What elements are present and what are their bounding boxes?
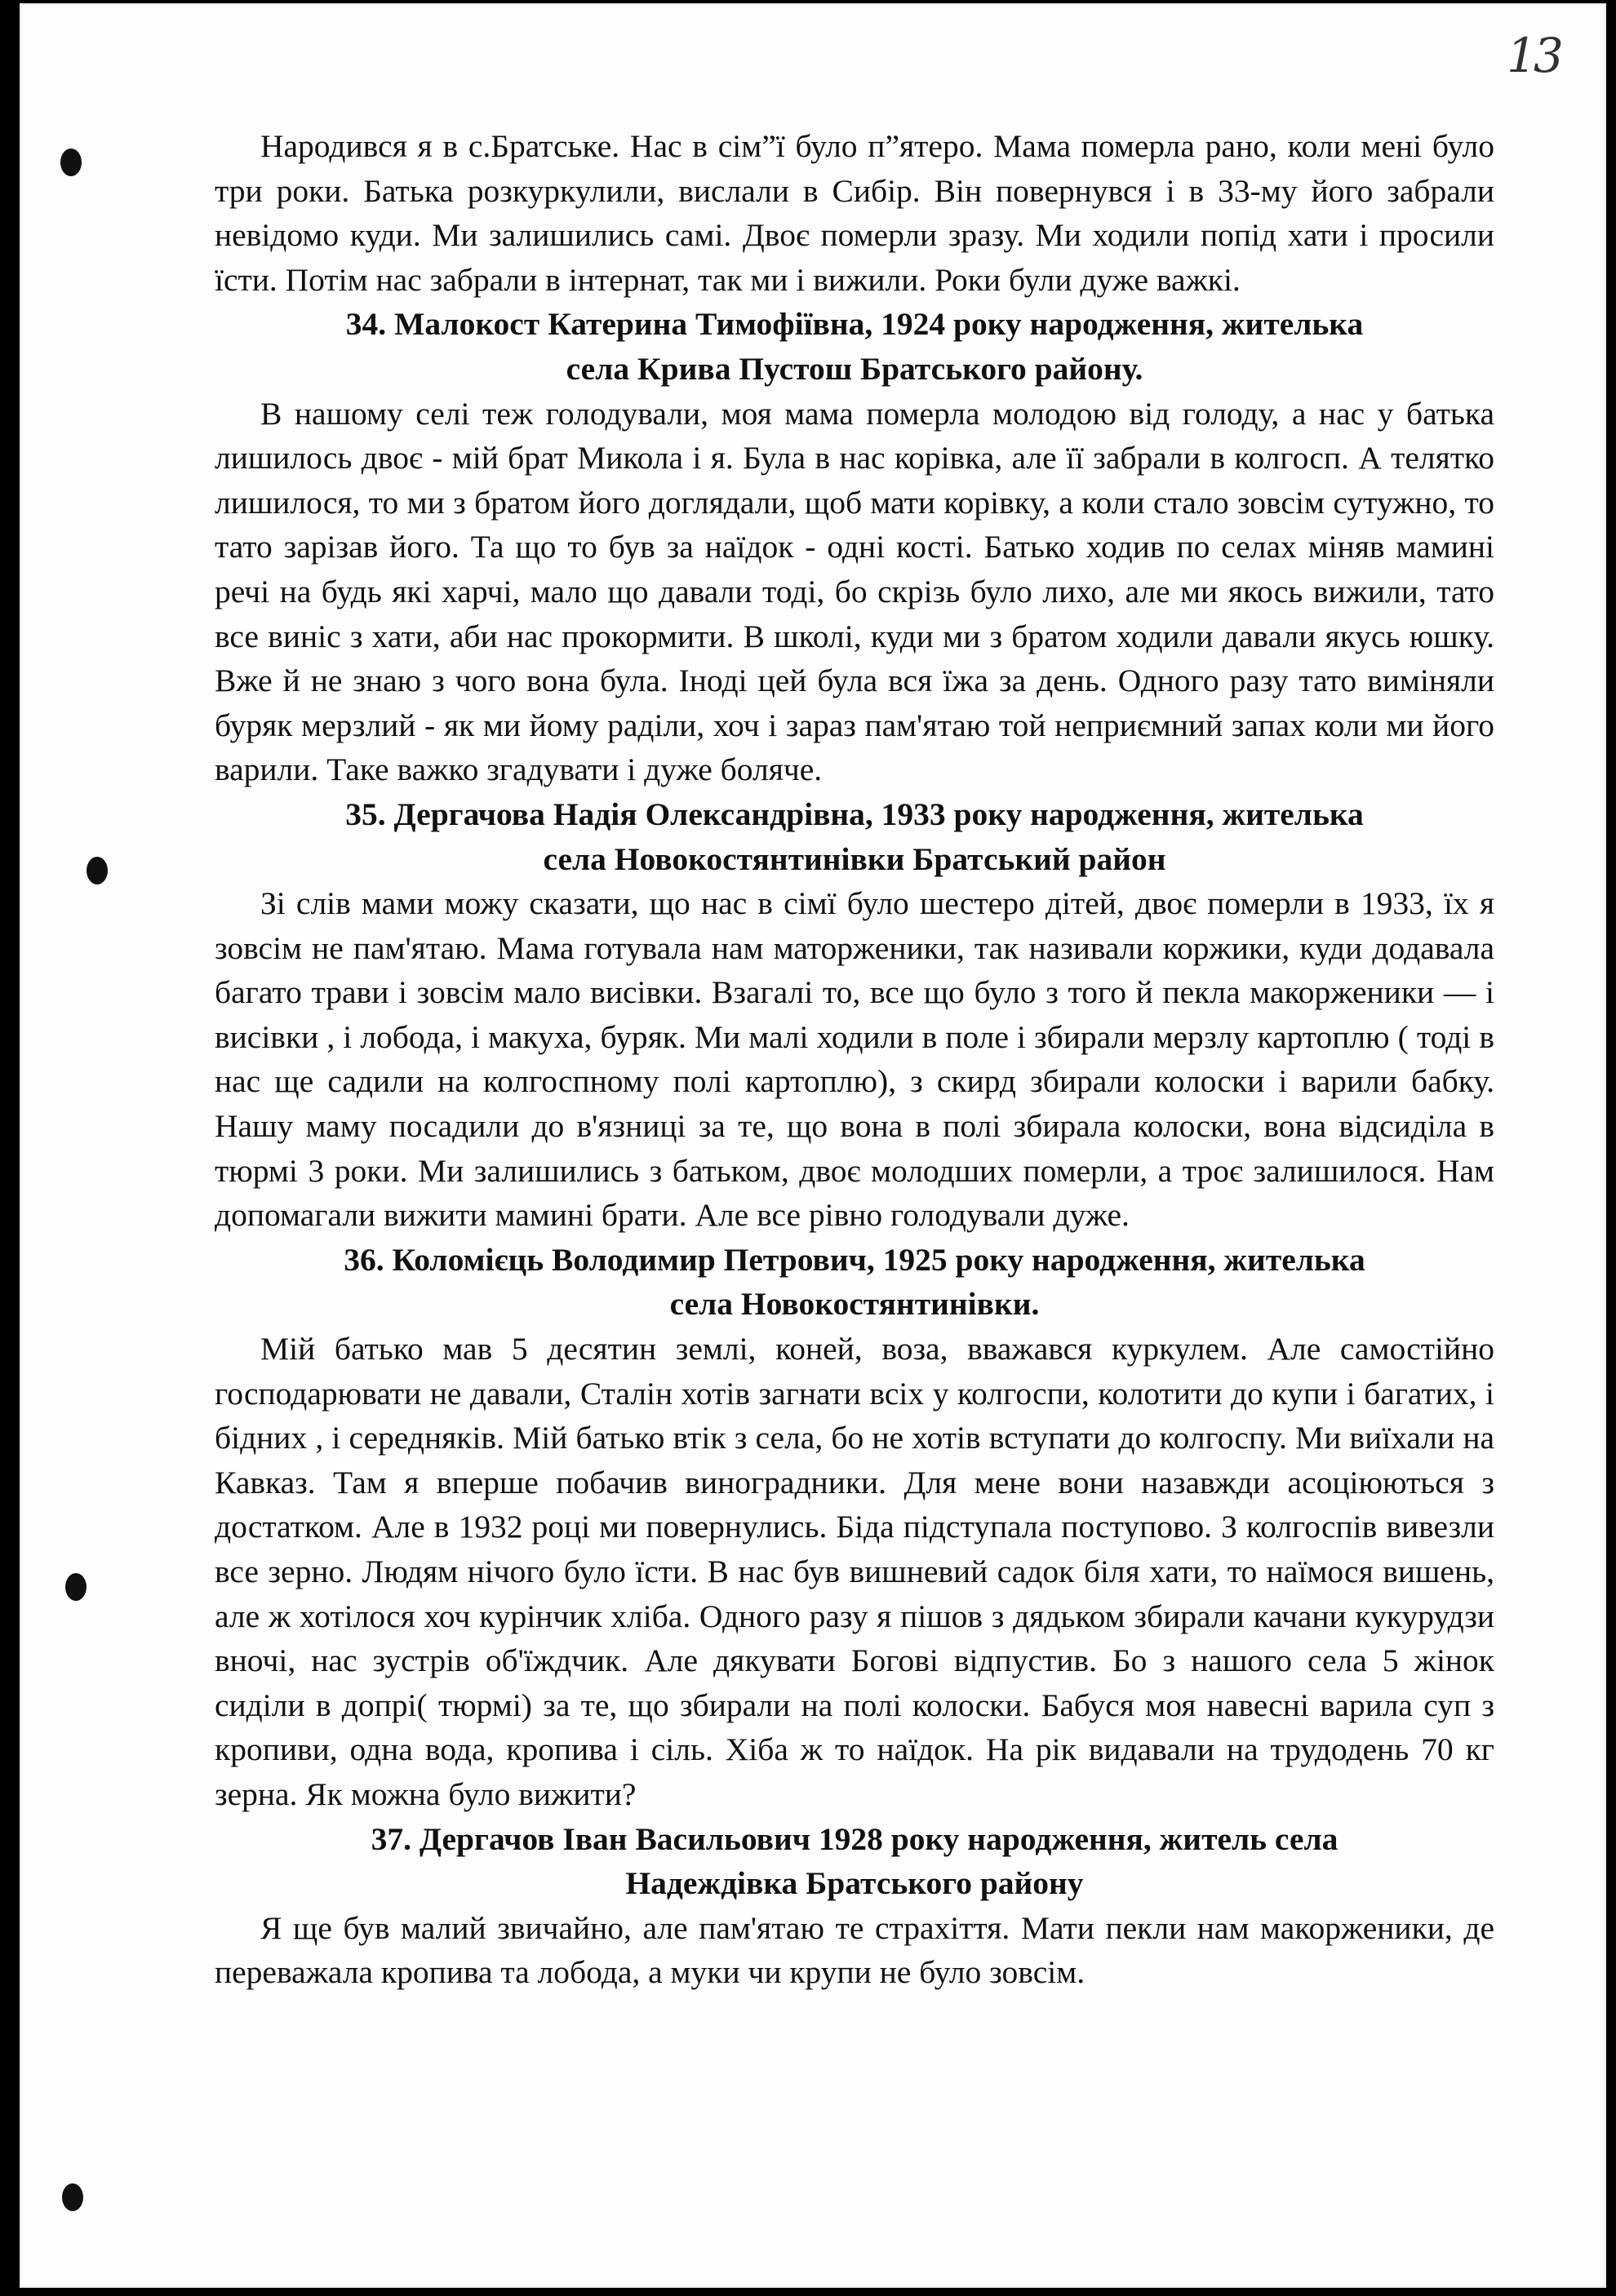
testimony-heading-36: 36. Коломієць Володимир Петрович, 1925 року народження, жителька села Новокостянтинівки. [344, 1241, 1365, 1323]
testimony-text-35: Зі слів мами можу сказати, що нас в сімї було шестеро дітей, двоє померли в 1933, їх я зовсім не пам'ятаю. Мама готувала нам маторженики, так називали коржики, куди додавала багато трави і зовсім мало висівки. Взагалі то, все що було з того й пекла макорженики — і висівки , і лобода, і макуха, буряк. Ми малі ходили в поле і збирали мерзлу картоплю ( тоді в нас ще садили на колгоспному полі картоплю), з скирд збирали колоски і варили бабку. Нашу маму посадили до в'язниці за те, що вона в полі збирала колоски, вона відсиділа в тюрмі 3 роки. Ми залишились з батьком, двоє молодших померли, а троє залишилося. Нам допомагали вижити мамині брати. Але все рівно голодували дуже. [215, 885, 1494, 1234]
testimony-heading-37: 37. Дергачов Іван Васильович 1928 року народження, житель села Надеждівка Братського району [371, 1820, 1339, 1902]
punch-hole [62, 2183, 83, 2211]
intro-paragraph: Народився я в с.Братське. Нас в сім”ї було п”ятеро. Мама померла рано, коли мені було три роки. Батька розкуркулили, вислали в Сибір. Він повернувся і в 33-му його забрали невідомо куди. Ми залишились самі. Двоє померли зразу. Ми ходили попід хати і просили їсти. Потім нас забрали в інтернат, так ми і вижили. Роки були дуже важкі. [215, 128, 1494, 298]
punch-hole [60, 148, 82, 176]
testimony-heading-35: 35. Дергачова Надія Олександрівна, 1933 року народження, жителька села Новокостянтинівки Братський район [345, 796, 1364, 877]
testimony-text-34: В нашому селі теж голодували, моя мама померла молодою від голоду, а нас у батька лишилось двоє - мій брат Микола і я. Була в нас корівка, але її забрали в колгосп. А телятко лишилося, то ми з братом його доглядали, щоб мати корівку, а коли стало зовсім сутужно, то тато зарізав його. Та що то був за наїдок - одні кості. Батько ходив по селах міняв мамині речі на будь які харчі, мало що давали тоді, бо скрізь було лихо, але ми якось вижили, тато все виніс з хати, аби нас прокормити. В школі, куди ми з братом ходили давали якусь юшку. Вже й не знаю з чого вона була. Іноді цей була вся їжа за день. Одного разу тато виміняли буряк мерзлий - як ми йому раділи, хоч і зараз пам'ятаю той неприємний запах коли ми його варили. Таке важко згадувати і дуже боляче. [215, 395, 1494, 788]
testimony-text-37: Я ще був малий звичайно, але пам'ятаю те страхіття. Мати пекли нам макорженики, де переважала кропива та лобода, а муки чи крупи не було зовсім. [215, 1909, 1494, 1991]
page-number: 13 [1507, 28, 1561, 83]
punch-hole [65, 1573, 87, 1601]
testimony-text-36: Мій батько мав 5 десятин землі, коней, воза, вважався куркулем. Але самостійно господарювати не давали, Сталін хотів загнати всіх у колгоспи, колотити до купи і багатих, і бідних , і середняків. Мій батько втік з села, бо не хотів вступати до колгоспу. Ми виїхали на Кавказ. Там я вперше побачив виноградники. Для мене вони назавжди асоціюються з достатком. Але в 1932 році ми повернулись. Біда підступала поступово. З колгоспів вивезли все зерно. Людям нічого було їсти. В нас був вишневий садок біля хати, то наїмося вишень, але ж хотілося хоч курінчик хліба. Одного разу я пішов з дядьком збирали качани кукурудзи вночі, нас зустрів об'їждчик. Але дякувати Богові відпустив. Бо з нашого села 5 жінок сиділи в допрі( тюрмі) за те, що збирали на полі колоски. Бабуся моя навесні варила суп з кропиви, одна вода, кропива і сіль. Хіба ж то наїдок. На рік видавали на трудодень 70 кг зерна. Як можна було вижити? [215, 1331, 1494, 1812]
document-body [215, 124, 1494, 1995]
punch-hole [87, 857, 108, 884]
testimony-heading-34: 34. Малокост Катерина Тимофіївна, 1924 року народження, жителька села Крива Пустош Братського району. [345, 306, 1364, 387]
